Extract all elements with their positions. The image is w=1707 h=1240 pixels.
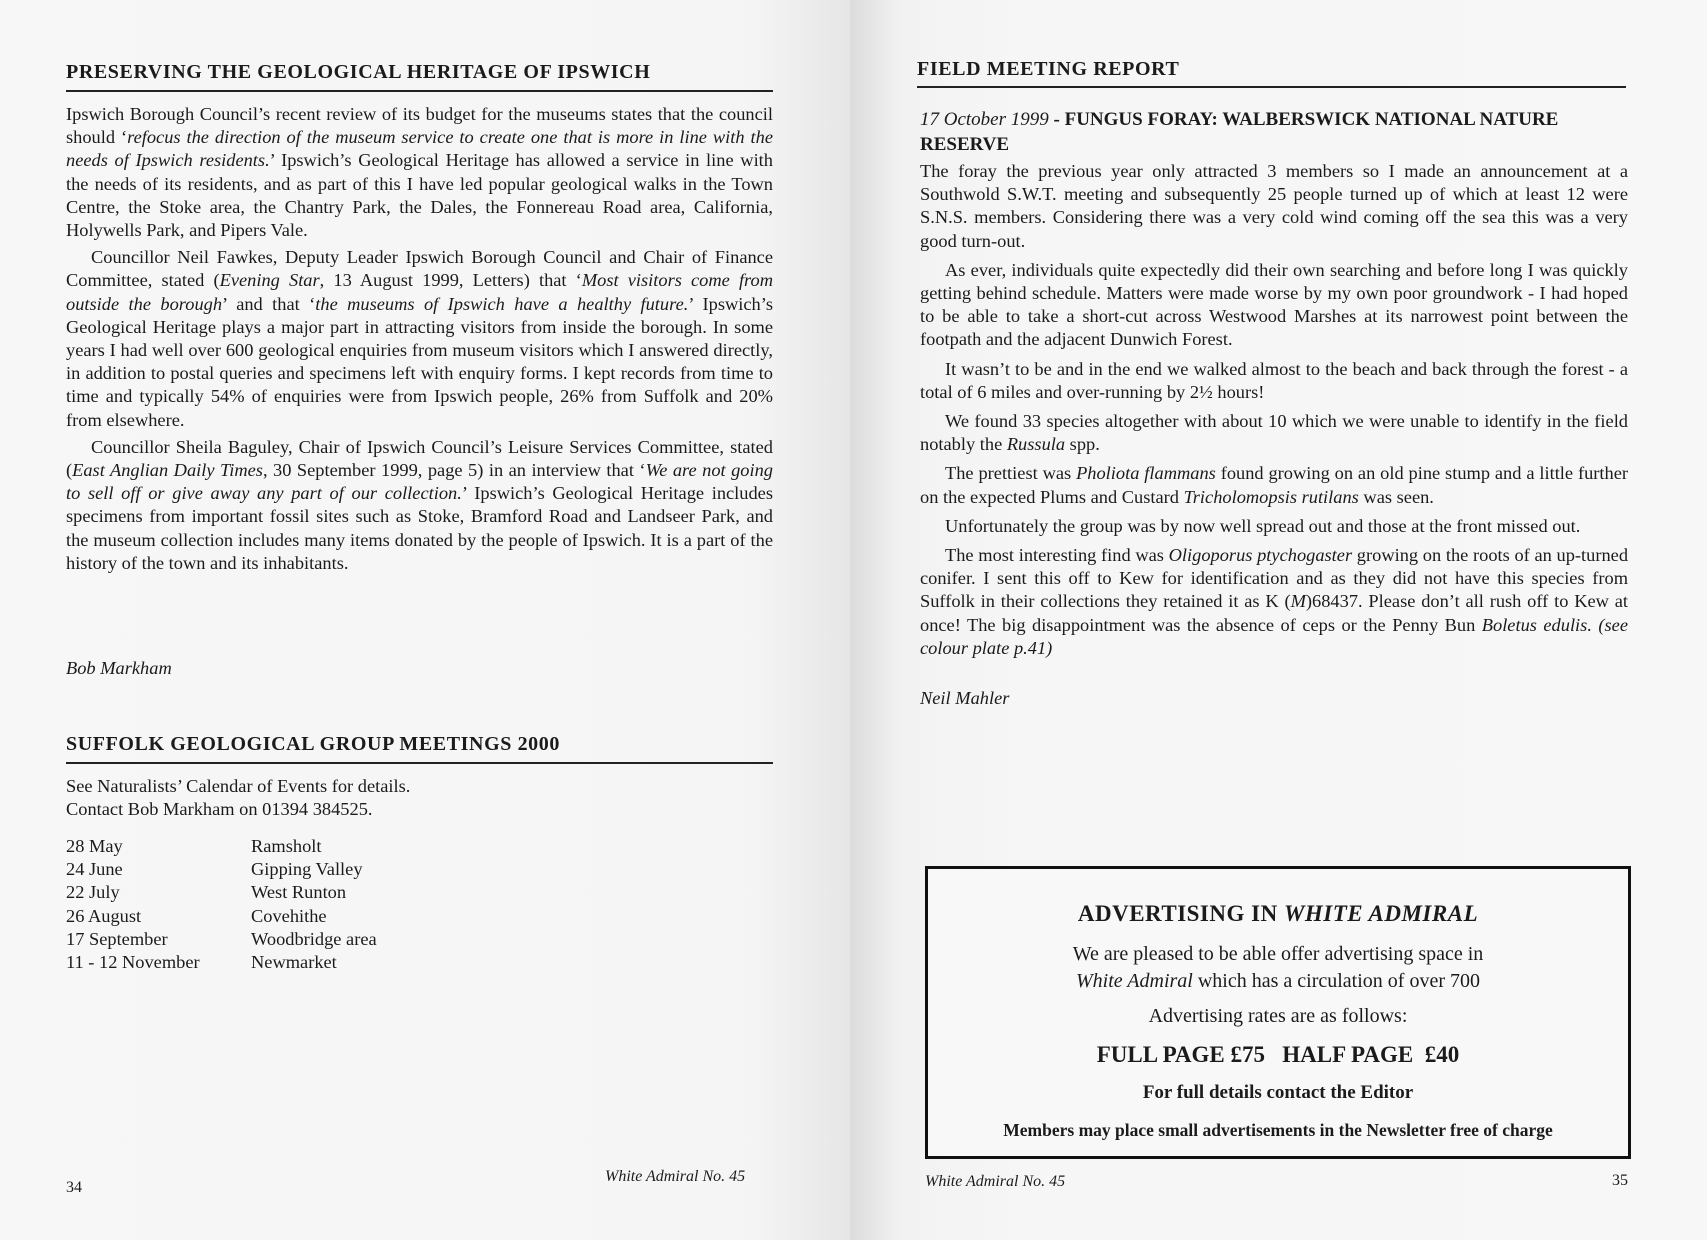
author-signature: Bob Markham <box>66 658 172 678</box>
report-title: FIELD MEETING REPORT <box>917 58 1180 80</box>
ad-prices: FULL PAGE £75 HALF PAGE £40 <box>1096 1042 1460 1067</box>
paragraph-6: Unfortunately the group was by now well spread out and those at the front missed out. <box>945 515 1581 536</box>
table-row: 26 August Covehithe <box>66 905 327 926</box>
table-row: 11 - 12 November Newmarket <box>66 952 337 973</box>
paragraph-7: The most interesting find was Oligoporus ptychogaster growing on the roots of an up-turned conifer. I sent this off to Kew for identification and as they did not have this species from Suffolk in their collections they retained it as K (M)68437. Please don’t all rush off to Kew at once! The big disappointment was the absence of ceps or the Penny Bun Boletus edulis. (see colour plate p.41) <box>920 545 1629 658</box>
advertising-box <box>925 866 1631 1159</box>
footer-title-left: White Admiral No. 45 <box>605 1168 746 1185</box>
report-subtitle: 17 October 1999 - FUNGUS FORAY: WALBERSWICK NATIONAL NATURE RESERVE <box>920 109 1559 155</box>
meetings-title: SUFFOLK GEOLOGICAL GROUP MEETINGS 2000 <box>66 733 560 755</box>
page-number-right: 35 <box>1612 1172 1628 1189</box>
paragraph-2: Councillor Neil Fawkes, Deputy Leader Ipswich Borough Council and Chair of Finance Committee, stated (Evening Star, 13 August 1999, Letters) that ‘Most visitors come from outside the borough’ and that ‘the museums of Ipswich have a healthy future.’ Ipswich’s Geological Heritage plays a major part in attracting visitors from inside the borough. In some years I had well over 600 geological enquiries from museum visitors which I answered directly, in addition to postal queries and specimens left with enquiry forms. I kept records from time to time and typically 54% of enquiries were from Ipswich people, 26% from Suffolk and 20% from elsewhere. <box>66 247 774 430</box>
meetings-intro: See Naturalists’ Calendar of Events for details. Contact Bob Markham on 01394 384525. <box>66 776 411 820</box>
page-number-left: 34 <box>66 1179 82 1196</box>
table-row: 17 September Woodbridge area <box>66 928 377 949</box>
ad-line-1: We are pleased to be able offer advertising space in <box>1072 943 1484 965</box>
title-rule <box>66 90 773 92</box>
article-title: PRESERVING THE GEOLOGICAL HERITAGE OF IPSWICH <box>66 61 651 83</box>
paragraph-3: Councillor Sheila Baguley, Chair of Ipswich Council’s Leisure Services Committee, stated (East Anglian Daily Times, 30 September 1999, page 5) in an interview that ‘We are not going to sell off or give away any part of our collection.’ Ipswich’s Geological Heritage includes specimens from important fossil sites such as Stoke, Bramford Road and Landseer Park, and the museum collection includes many items donated by the people of Ipswich. It is a part of the history of the town and its inhabitants. <box>66 436 774 573</box>
table-row: 24 June Gipping Valley <box>66 859 363 880</box>
report-rule <box>917 86 1626 88</box>
report-signature: Neil Mahler <box>920 688 1010 708</box>
ad-contact: For full details contact the Editor <box>1142 1082 1414 1103</box>
paragraph-1: Ipswich Borough Council’s recent review of its budget for the museums states that the council should ‘refocus the direction of the museum service to create one that is more in line with the needs of Ipswich residents.’ Ipswich’s Geological Heritage has allowed a service in line with the needs of its residents, and as part of this I have led popular geological walks in the Town Centre, the Stoke area, the Chantry Park, the Dales, the Fonnereau Road area, California, Holywells Park, and Pipers Vale. <box>66 104 773 241</box>
meetings-table <box>66 835 377 974</box>
table-row: 28 May Ramsholt <box>66 836 322 856</box>
report-body <box>920 160 1628 660</box>
ad-members-note: Members may place small advertisements in the Newsletter free of charge <box>1003 1120 1553 1140</box>
footer-title-right: White Admiral No. 45 <box>925 1173 1066 1190</box>
ad-line-3: Advertising rates are as follows: <box>1148 1005 1408 1027</box>
paragraph-4: We found 33 species altogether with about 10 which we were unable to identify in the field notably the Russula spp. <box>920 411 1628 455</box>
paragraph-3: It wasn’t to be and in the end we walked almost to the beach and back through the forest - a total of 6 miles and over-running by 2½ hours! <box>920 358 1628 402</box>
ad-line-2: White Admiral which has a circulation of over 700 <box>1076 970 1480 992</box>
paragraph-2: As ever, individuals quite expectedly did their own searching and before long I was quickly getting behind schedule. Matters were made worse by my own poor groundwork - I had hoped to be able to take a short-cut across Westwood Marshes at its narrowest point between the footpath and the adjacent Dunwich Forest. <box>920 259 1628 350</box>
article-body <box>66 103 773 575</box>
paragraph-5: The prettiest was Pholiota flammans found growing on an old pine stump and a little further on the expected Plums and Custard Tricholomopsis rutilans was seen. <box>920 463 1628 507</box>
ad-title: ADVERTISING IN WHITE ADMIRAL <box>1077 901 1479 926</box>
paragraph-1: The foray the previous year only attracted 3 members so I made an announcement at a Southwold S.W.T. meeting and subsequently 25 people turned up of which at least 12 were S.N.S. members. Considering there was a very cold wind coming off the sea this was a very good turn-out. <box>920 161 1628 251</box>
table-row: 22 July West Runton <box>66 882 347 903</box>
meetings-rule <box>66 762 773 764</box>
